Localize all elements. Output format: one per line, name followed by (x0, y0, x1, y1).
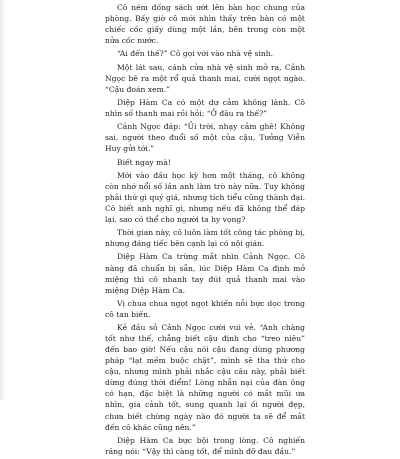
paragraph: Diệp Hàm Ca bực bội trong lòng. Cô nghiến răng nói: “Vậy thì càng tốt, để mình đỡ đau đầu.” (105, 435, 305, 456)
paragraph: Diệp Hàm Ca có một dự cảm không lành. Cô nhìn số thanh mai rồi hỏi: “Ở đâu ra thế?” (105, 97, 305, 118)
body-text (105, 2, 305, 459)
paragraph: Kẻ đầu sỏ Cảnh Ngọc cười vui vẻ. “Anh chàng tốt như thế, chẳng biết cậu định cho “treo niêu” đến bao giờ! Nếu cậu nói cậu đang dùng phương pháp “lạt mềm buộc chặt”, mình sẽ tha thứ cho cậu, nhưng mình phải nhắc cậu câu này, phải biết dừng đúng thời điểm! Lòng nhẫn nại của đàn ông có hạn, đặc biệt là những người có mắt mũi ưa nhìn, gia cảnh tốt, sung quanh lại ối người đẹp, chưa biết chừng ngày nào đó người ta sẽ để mắt đến cô khác cũng nên.” (105, 323, 305, 432)
paragraph: Diệp Hàm Ca trừng mắt nhìn Cảnh Ngọc. Cô nàng đã chuẩn bị sẵn, lúc Diệp Hàm Ca định mở miệng thì cô nhanh tay đút quả thanh mai vào miệng Diệp Hàm Ca. (105, 252, 305, 295)
paragraph: Biết ngay mà! (117, 157, 171, 167)
paragraph: Cảnh Ngọc đáp: “Ủi trời, nhạy cảm ghê! Không sai, người theo đuổi số một của cậu, Tưởng Viễn Huy gửi tới.” (105, 122, 305, 154)
paragraph: Thời gian này, cô luôn làm tốt công tác phòng bị, nhưng đáng tiếc bên cạnh lại có nội gián. (105, 228, 305, 249)
paragraph: “Ai đến thế?” Cô gọi với vào nhà vệ sinh. (117, 49, 274, 59)
paragraph: Cô ném đống sách ướt lên bàn học chung của phòng. Bấy giờ cô mới nhìn thấy trên bàn có một chiếc cốc giấy dùng một lần, bên trong còn một nửa cốc nước. (105, 3, 305, 46)
paragraph: Vị chua chua ngọt ngọt khiến nỗi bực dọc trong cô tan biến. (105, 298, 305, 319)
paragraph: Mới vào đầu học kỳ hơn một tháng, cô không còn nhớ nổi số lần anh làm trò này nữa. Tuy không phải thứ gì quý giá, nhưng tích tiểu cũng thành đại. Cô biết anh nghĩ gì, nhưng nếu đã không thể đáp lại, sao có thể cho người ta hy vọng? (105, 170, 305, 224)
paragraph: Một lát sau, cánh cửa nhà vệ sinh mở ra, Cảnh Ngọc bê ra một rổ quả thanh mai, cười ngọt ngào. “Cậu đoán xem.” (105, 62, 305, 94)
page-edge-shadow (0, 0, 6, 400)
